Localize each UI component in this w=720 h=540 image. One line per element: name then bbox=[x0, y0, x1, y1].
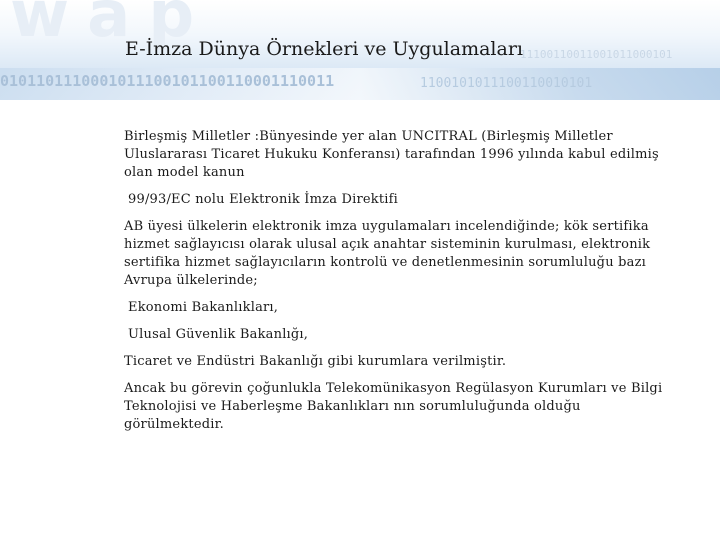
binary-decoration-top: 11100110011001011000101 bbox=[520, 48, 673, 61]
paragraph-eu-members: AB üyesi ülkelerin elektronik imza uygulamaları incelendiğinde; kök sertifika hizmet sağlayıcısı olarak ulusal açık anahtar sisteminin kurulması, elektronik sertifika hizmet sağlayıcıların kontrolü ve denetlenmesinin sorumluluğu bazı Avrupa ülkelerinde; bbox=[124, 219, 651, 288]
paragraph-economy-ministries: Ekonomi Bakanlıkları, bbox=[128, 300, 279, 315]
binary-decoration-left: 0101101110001011100101100110001110011 bbox=[0, 72, 335, 90]
paragraph-security-ministry: Ulusal Güvenlik Bakanlığı, bbox=[128, 327, 309, 342]
paragraph-telecom-authorities: Ancak bu görevin çoğunlukla Telekomünikasyon Regülasyon Kurumları ve Bilgi Teknolojisi ve Haberleşme Bakanlıkları nın sorumluluğunda olduğu görülmektedir. bbox=[124, 381, 663, 432]
paragraph-directive: 99/93/EC nolu Elektronik İmza Direktifi bbox=[128, 192, 399, 207]
paragraph-uncitral: Birleşmiş Milletler :Bünyesinde yer alan UNCITRAL (Birleşmiş Milletler Uluslararası Ticaret Hukuku Konferansı) tarafından 1996 yılında kabul edilmiş olan model kanun bbox=[124, 129, 659, 180]
banner-watermark: wap bbox=[10, 0, 213, 52]
paragraph-trade-ministry: Ticaret ve Endüstri Bakanlığı gibi kurumlara verilmiştir. bbox=[124, 354, 507, 369]
binary-decoration-right: 1100101011100110010101 bbox=[420, 76, 593, 91]
slide-title: E-İmza Dünya Örnekleri ve Uygulamaları bbox=[125, 38, 523, 60]
slide-body bbox=[124, 128, 684, 443]
